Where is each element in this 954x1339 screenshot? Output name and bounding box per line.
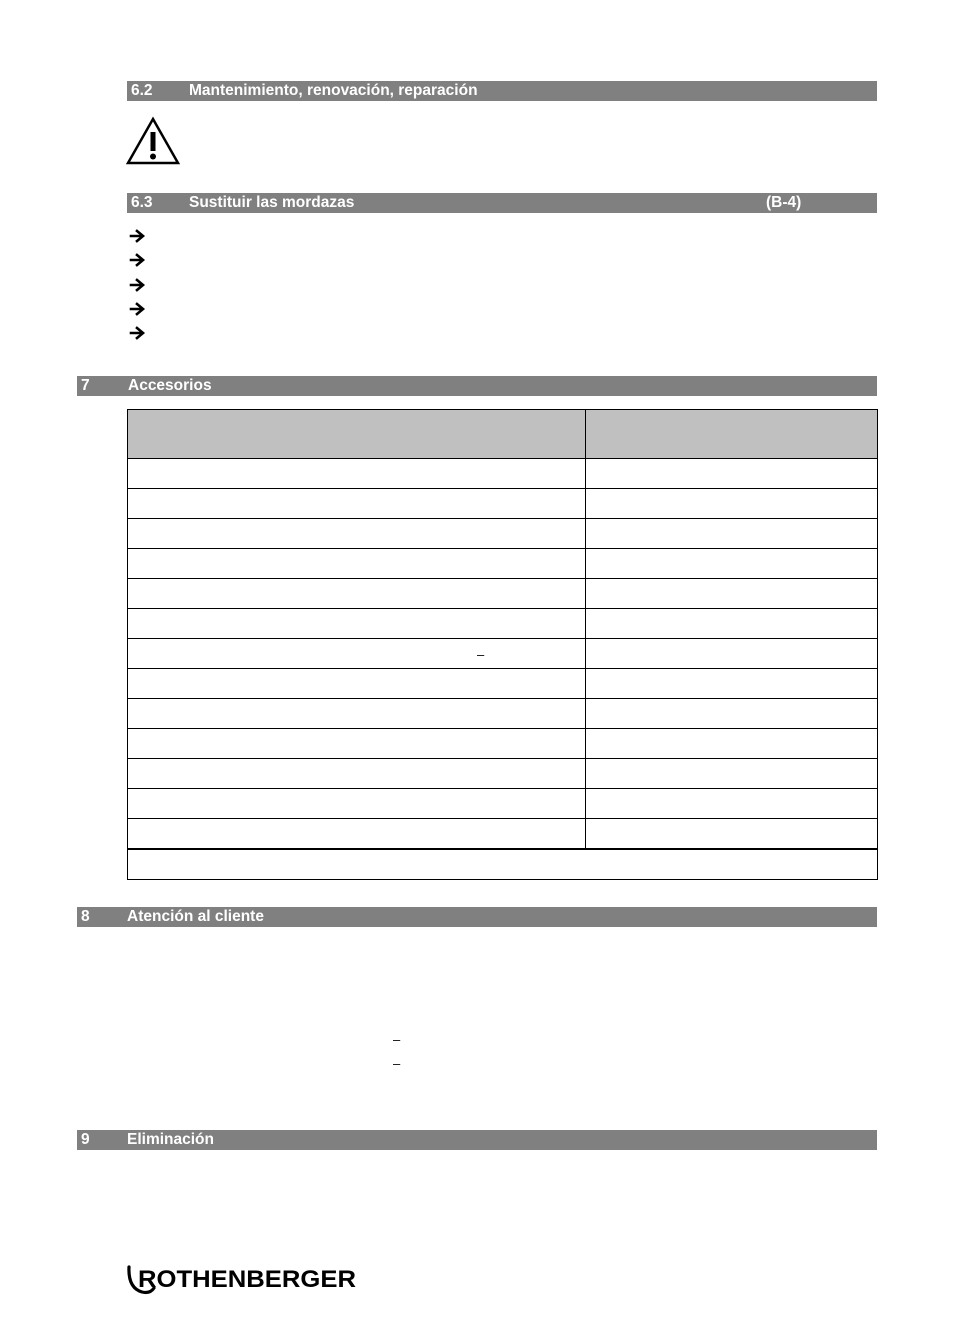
table-cell xyxy=(128,729,586,759)
section-number: 6.3 xyxy=(131,194,153,211)
table-row xyxy=(128,609,878,639)
table-cell xyxy=(586,549,878,579)
arrow-right-icon xyxy=(129,252,147,268)
table-cell xyxy=(128,789,586,819)
table-dash-mark: – xyxy=(477,647,485,662)
dash-mark: – xyxy=(393,1032,401,1047)
table-row xyxy=(128,519,878,549)
table-header-cell xyxy=(128,410,586,459)
figure-reference: (B-4) xyxy=(766,194,802,211)
table-row xyxy=(128,669,878,699)
arrow-right-icon xyxy=(129,228,147,244)
section-title: Eliminación xyxy=(127,1131,214,1148)
table-cell xyxy=(128,579,586,609)
table-cell xyxy=(586,579,878,609)
table-row xyxy=(128,729,878,759)
accessories-table xyxy=(127,409,878,880)
table-cell xyxy=(586,459,878,489)
section-number: 7 xyxy=(81,377,90,394)
table-footer-cell xyxy=(128,849,878,880)
table-header-row xyxy=(128,410,878,459)
table-cell xyxy=(128,609,586,639)
section-number: 8 xyxy=(81,908,90,925)
section-header-9 xyxy=(77,1130,877,1150)
table-row xyxy=(128,789,878,819)
rothenberger-logo xyxy=(124,1262,360,1298)
table-cell xyxy=(586,609,878,639)
table-cell xyxy=(128,459,586,489)
table-cell xyxy=(128,669,586,699)
table-cell xyxy=(586,729,878,759)
arrow-right-icon xyxy=(129,277,147,293)
table-header-cell xyxy=(586,410,878,459)
table-row xyxy=(128,489,878,519)
table-row xyxy=(128,579,878,609)
table-footer-row xyxy=(128,849,878,880)
section-header-7 xyxy=(77,376,877,396)
section-title: Atención al cliente xyxy=(127,908,264,925)
section-header-6-3 xyxy=(127,193,877,213)
table-cell xyxy=(128,549,586,579)
table-cell xyxy=(586,489,878,519)
section-title: Accesorios xyxy=(128,377,212,394)
table-row xyxy=(128,759,878,789)
table-cell xyxy=(586,669,878,699)
table-row xyxy=(128,699,878,729)
table-row xyxy=(128,549,878,579)
table-cell xyxy=(128,699,586,729)
table-cell xyxy=(128,639,586,669)
section-title: Sustituir las mordazas xyxy=(189,194,355,211)
table-cell xyxy=(128,819,586,850)
table-cell xyxy=(586,759,878,789)
warning-triangle-icon xyxy=(125,116,181,166)
table-cell xyxy=(586,789,878,819)
table-cell xyxy=(586,699,878,729)
section-title: Mantenimiento, renovación, reparación xyxy=(189,82,478,99)
table-row xyxy=(128,819,878,850)
table-row xyxy=(128,639,878,669)
table-cell xyxy=(586,639,878,669)
table-cell xyxy=(128,759,586,789)
arrow-right-icon xyxy=(129,301,147,317)
table-cell xyxy=(128,489,586,519)
table-cell xyxy=(128,519,586,549)
section-number: 9 xyxy=(81,1131,90,1148)
section-number: 6.2 xyxy=(131,82,153,99)
section-header-8 xyxy=(77,907,877,927)
arrow-right-icon xyxy=(129,325,147,341)
section-header-6-2 xyxy=(127,81,877,101)
table-cell xyxy=(586,819,878,850)
table-row xyxy=(128,459,878,489)
table-cell xyxy=(586,519,878,549)
logo-wordmark: ROTHENBERGER xyxy=(138,1266,356,1293)
dash-mark: – xyxy=(393,1056,401,1071)
